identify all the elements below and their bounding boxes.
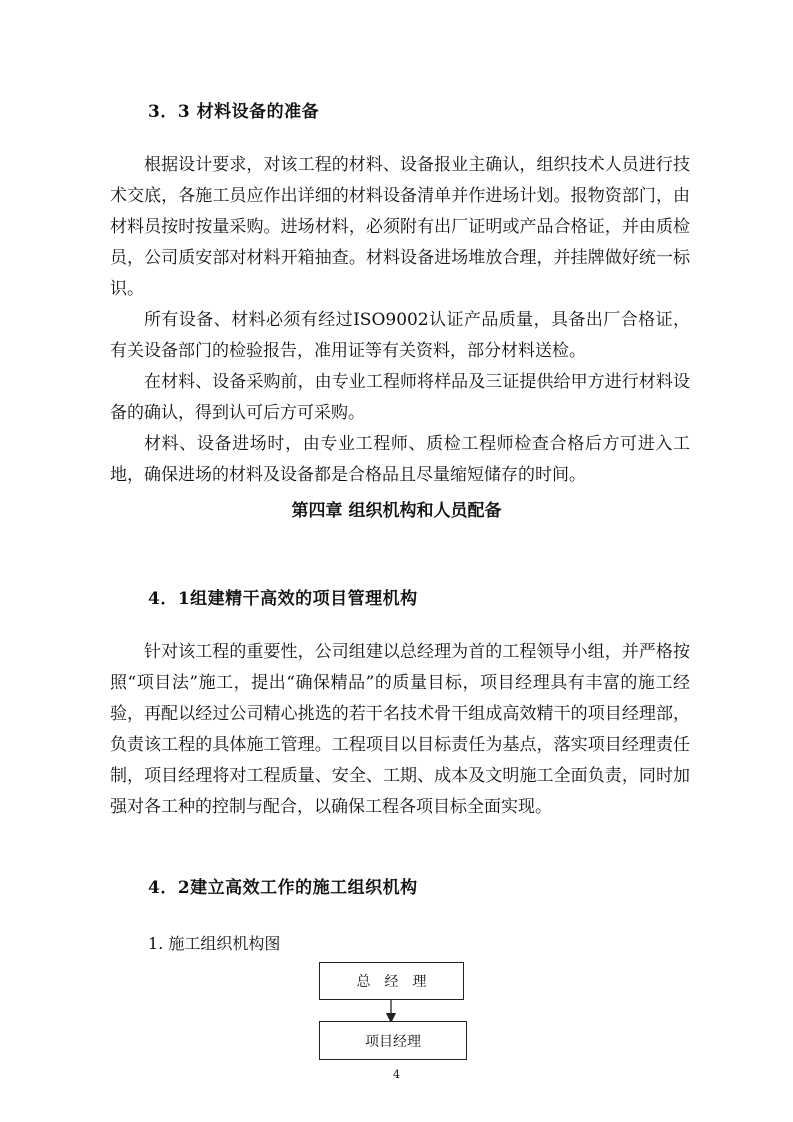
paragraph-project-management: 针对该工程的重要性，公司组建以总经理为首的工程领导小组，并严格按照“项目法”施工，提出“确保精品”的质量目标，项目经理具有丰富的施工经验，再配以经过公司精心挑选的若干名技术骨干组成高效精干的项目经理部，负责该工程的具体施工管理。工程项目以目标责任为基点，落实项目经理责任制，项目经理将对工程质量、安全、工期、成本及文明施工全面负责，同时加强对各工种的控制与配合，以确保工程各项目标全面实现。	[110, 642, 690, 817]
list-item-org-chart: 1. 施工组织机构图	[148, 934, 281, 953]
section-4-2-heading: 4．2建立高效工作的施工组织机构	[148, 878, 418, 898]
section-3-3-heading: 3．3 材料设备的准备	[148, 102, 320, 122]
paragraph-site-entry: 材料、设备进场时，由专业工程师、质检工程师检查合格后方可进入工地，确保进场的材料及设备都是合格品且尽量缩短储存的时间。	[110, 434, 690, 485]
chapter-4-title: 第四章 组织机构和人员配备	[291, 501, 502, 521]
paragraph-certification: 所有设备、材料必须有经过ISO9002认证产品质量，具备出厂合格证，有关设备部门的检验报告，准用证等有关资料，部分材料送检。	[110, 310, 690, 361]
paragraph-sample-confirmation: 在材料、设备采购前，由专业工程师将样品及三证提供给甲方进行材料设备的确认，得到认可后方可采购。	[110, 372, 690, 423]
org-box-project-manager: 项目经理	[319, 1021, 467, 1060]
page-number: 4	[393, 1068, 400, 1081]
section-4-1-heading: 4．1组建精干高效的项目管理机构	[148, 589, 418, 609]
paragraph-material-prep: 根据设计要求，对该工程的材料、设备报业主确认，组织技术人员进行技术交底，各施工员应作出详细的材料设备清单并作进场计划。报物资部门，由材料员按时按量采购。进场材料，必须附有出厂证明或产品合格证，并由质检员，公司质安部对材料开箱抽查。材料设备进场堆放合理，并挂牌做好统一标识。	[110, 155, 690, 299]
org-box-general-manager: 总经理	[319, 962, 464, 1000]
